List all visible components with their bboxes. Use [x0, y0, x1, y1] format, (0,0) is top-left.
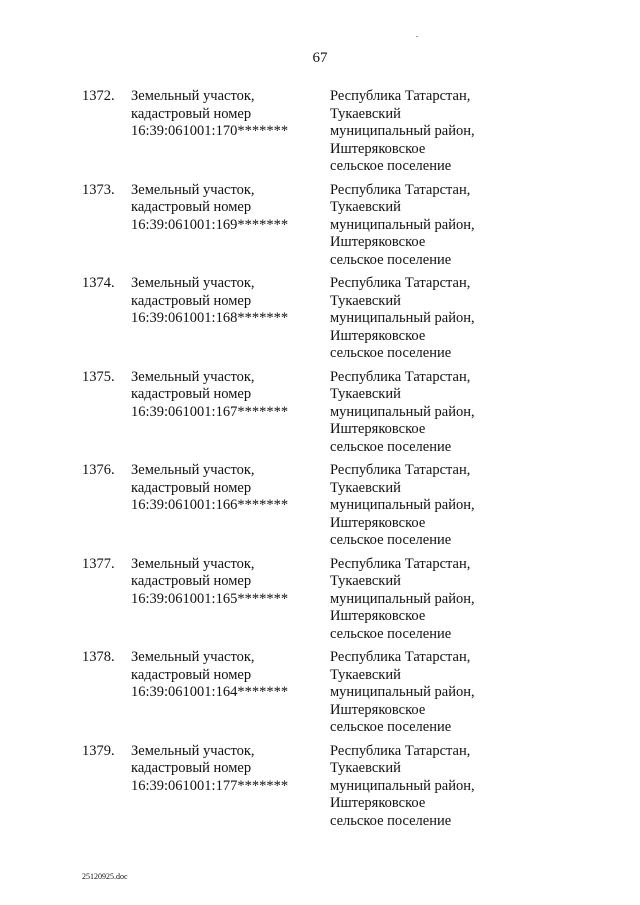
- description-line: Земельный участок,: [131, 181, 255, 198]
- location-line: Иштеряковское: [330, 234, 426, 250]
- location-line: Иштеряковское: [330, 421, 426, 437]
- location-line: сельское поселение: [330, 345, 452, 361]
- entry-number: 1378.: [82, 649, 115, 665]
- entry-number: 1373.: [82, 181, 115, 198]
- entry-row: [0, 462, 640, 556]
- entry-row: [0, 182, 640, 276]
- location-line: Республика Татарстан,: [330, 368, 471, 385]
- description-line: 16:39:061001:169*******: [131, 216, 289, 233]
- location-line: Иштеряковское: [330, 140, 426, 157]
- location-line: Иштеряковское: [330, 327, 426, 344]
- description-line: 16:39:061001:165*******: [131, 590, 289, 607]
- scan-speck: [416, 36, 418, 37]
- location-line: Тукаевский: [330, 573, 401, 589]
- entry-location: [330, 462, 475, 550]
- location-line: Республика Татарстан,: [330, 742, 471, 759]
- location-line: Республика Татарстан,: [330, 181, 471, 198]
- location-line: Тукаевский: [330, 479, 401, 496]
- entry-description: [131, 275, 288, 328]
- entry-number: 1377.: [82, 555, 115, 572]
- description-line: 16:39:061001:167*******: [131, 403, 289, 420]
- location-line: сельское поселение: [330, 251, 452, 268]
- location-line: Республика Татарстан,: [330, 649, 471, 665]
- entry-description: [131, 743, 288, 796]
- entries-list: [0, 88, 640, 836]
- description-line: 16:39:061001:170*******: [131, 123, 289, 139]
- description-line: кадастровый номер: [131, 760, 252, 776]
- description-line: кадастровый номер: [131, 479, 252, 496]
- entry-row: [0, 88, 640, 182]
- location-line: Республика Татарстан,: [330, 88, 471, 104]
- entry-location: [330, 556, 475, 644]
- description-line: кадастровый номер: [131, 105, 252, 122]
- location-line: муниципальный район,: [330, 590, 475, 607]
- description-line: Земельный участок,: [131, 462, 255, 478]
- description-line: кадастровый номер: [131, 386, 252, 402]
- entry-location: [330, 369, 475, 457]
- description-line: 16:39:061001:164*******: [131, 684, 289, 700]
- description-line: Земельный участок,: [131, 555, 255, 572]
- location-line: Тукаевский: [330, 292, 401, 309]
- location-line: сельское поселение: [330, 812, 452, 829]
- description-line: Земельный участок,: [131, 368, 255, 385]
- description-line: кадастровый номер: [131, 292, 252, 309]
- location-line: Республика Татарстан,: [330, 555, 471, 572]
- description-line: кадастровый номер: [131, 573, 252, 589]
- location-line: Иштеряковское: [330, 701, 426, 718]
- description-line: Земельный участок,: [131, 88, 255, 104]
- entry-description: [131, 182, 288, 235]
- entry-number: 1375.: [82, 368, 115, 385]
- location-line: Тукаевский: [330, 666, 401, 683]
- location-line: Тукаевский: [330, 386, 401, 402]
- page-number: 67: [312, 50, 328, 66]
- location-line: Иштеряковское: [330, 514, 426, 531]
- entry-description: [131, 369, 288, 422]
- location-line: муниципальный район,: [330, 123, 475, 139]
- location-line: Иштеряковское: [330, 795, 426, 811]
- description-line: кадастровый номер: [131, 666, 252, 683]
- location-line: муниципальный район,: [330, 403, 475, 420]
- entry-row: [0, 369, 640, 463]
- location-line: муниципальный район,: [330, 684, 475, 700]
- location-line: муниципальный район,: [330, 777, 475, 794]
- entry-location: [330, 275, 475, 363]
- entry-row: [0, 743, 640, 837]
- entry-number: 1374.: [82, 275, 115, 291]
- entry-row: [0, 649, 640, 743]
- location-line: муниципальный район,: [330, 310, 475, 326]
- description-line: 16:39:061001:168*******: [131, 310, 289, 326]
- entry-number: 1379.: [82, 742, 115, 759]
- footer-filename: 25120925.doc: [82, 872, 128, 881]
- location-line: сельское поселение: [330, 625, 452, 642]
- entry-location: [330, 182, 475, 270]
- entry-description: [131, 649, 288, 702]
- entry-row: [0, 556, 640, 650]
- description-line: 16:39:061001:177*******: [131, 777, 289, 794]
- entry-description: [131, 88, 288, 141]
- location-line: Тукаевский: [330, 105, 401, 122]
- entry-number: 1376.: [82, 462, 115, 478]
- location-line: муниципальный район,: [330, 497, 475, 513]
- location-line: Республика Татарстан,: [330, 462, 471, 478]
- entry-location: [330, 88, 475, 176]
- entry-location: [330, 743, 475, 831]
- description-line: Земельный участок,: [131, 742, 255, 759]
- entry-number: 1372.: [82, 88, 115, 104]
- location-line: Иштеряковское: [330, 608, 426, 624]
- description-line: 16:39:061001:166*******: [131, 497, 289, 513]
- location-line: сельское поселение: [330, 532, 452, 548]
- location-line: Тукаевский: [330, 760, 401, 776]
- location-line: Республика Татарстан,: [330, 275, 471, 291]
- description-line: кадастровый номер: [131, 199, 252, 215]
- entry-description: [131, 556, 288, 609]
- location-line: муниципальный район,: [330, 216, 475, 233]
- description-line: Земельный участок,: [131, 649, 255, 665]
- entry-location: [330, 649, 475, 737]
- location-line: сельское поселение: [330, 158, 452, 174]
- description-line: Земельный участок,: [131, 275, 255, 291]
- entry-description: [131, 462, 288, 515]
- location-line: сельское поселение: [330, 719, 452, 735]
- entry-row: [0, 275, 640, 369]
- location-line: сельское поселение: [330, 438, 452, 455]
- location-line: Тукаевский: [330, 199, 401, 215]
